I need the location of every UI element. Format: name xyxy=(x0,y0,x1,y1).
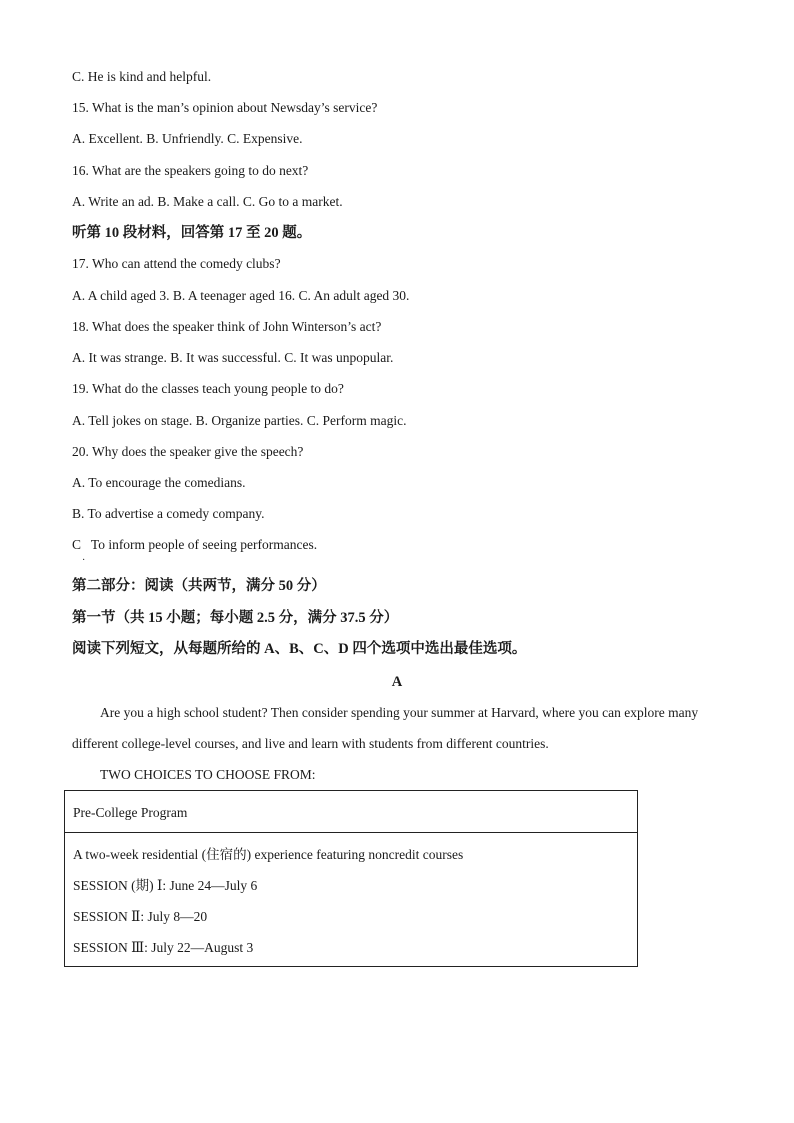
session-1: SESSION (期) Ⅰ: June 24—July 6 xyxy=(73,878,258,893)
options-19: A. Tell jokes on stage. B. Organize parties. C. Perform magic. xyxy=(72,413,407,428)
question-17: 17. Who can attend the comedy clubs? xyxy=(72,256,281,271)
part-two-heading: 第二部分：阅读（共两节，满分 50 分） xyxy=(72,578,326,594)
table-divider xyxy=(65,832,637,833)
option-20-a: A. To encourage the comedians. xyxy=(72,475,246,490)
option-20-c: C To inform people of seeing performances. xyxy=(72,537,318,552)
options-15: A. Excellent. B. Unfriendly. C. Expensive. xyxy=(72,131,303,146)
passage-paragraph-line-2: different college-level courses, and live and learn with students from different countries. xyxy=(72,736,549,751)
table-description: A two-week residential (住宿的) experience featuring noncredit courses xyxy=(73,847,464,862)
session-3: SESSION Ⅲ: July 22—August 3 xyxy=(73,940,254,955)
table-title: Pre-College Program xyxy=(73,805,188,820)
question-18: 18. What does the speaker think of John Winterson’s act? xyxy=(72,319,382,334)
passage-label: A xyxy=(391,674,403,690)
choices-heading: TWO CHOICES TO CHOOSE FROM: xyxy=(100,767,316,782)
question-19: 19. What do the classes teach young people to do? xyxy=(72,381,344,396)
option-line: C. He is kind and helpful. xyxy=(72,69,212,84)
passage-paragraph-line-1: Are you a high school student? Then consider spending your summer at Harvard, where you can explore many xyxy=(100,705,699,720)
stray-dot: · xyxy=(82,555,86,566)
options-17: A. A child aged 3. B. A teenager aged 16. C. An adult aged 30. xyxy=(72,288,410,303)
options-16: A. Write an ad. B. Make a call. C. Go to a market. xyxy=(72,194,343,209)
session-2: SESSION Ⅱ: July 8—20 xyxy=(73,909,208,924)
program-table xyxy=(64,790,638,967)
reading-instruction: 阅读下列短文，从每题所给的 A、B、C、D 四个选项中选出最佳选项。 xyxy=(72,641,527,657)
section-instruction: 听第 10 段材料，回答第 17 至 20 题。 xyxy=(72,225,312,241)
question-16: 16. What are the speakers going to do next? xyxy=(72,163,309,178)
question-20: 20. Why does the speaker give the speech? xyxy=(72,444,304,459)
options-18: A. It was strange. B. It was successful. C. It was unpopular. xyxy=(72,350,394,365)
option-20-b: B. To advertise a comedy company. xyxy=(72,506,265,521)
section-one-heading: 第一节（共 15 小题；每小题 2.5 分，满分 37.5 分） xyxy=(72,610,399,626)
question-15: 15. What is the man’s opinion about Newsday’s service? xyxy=(72,100,378,115)
